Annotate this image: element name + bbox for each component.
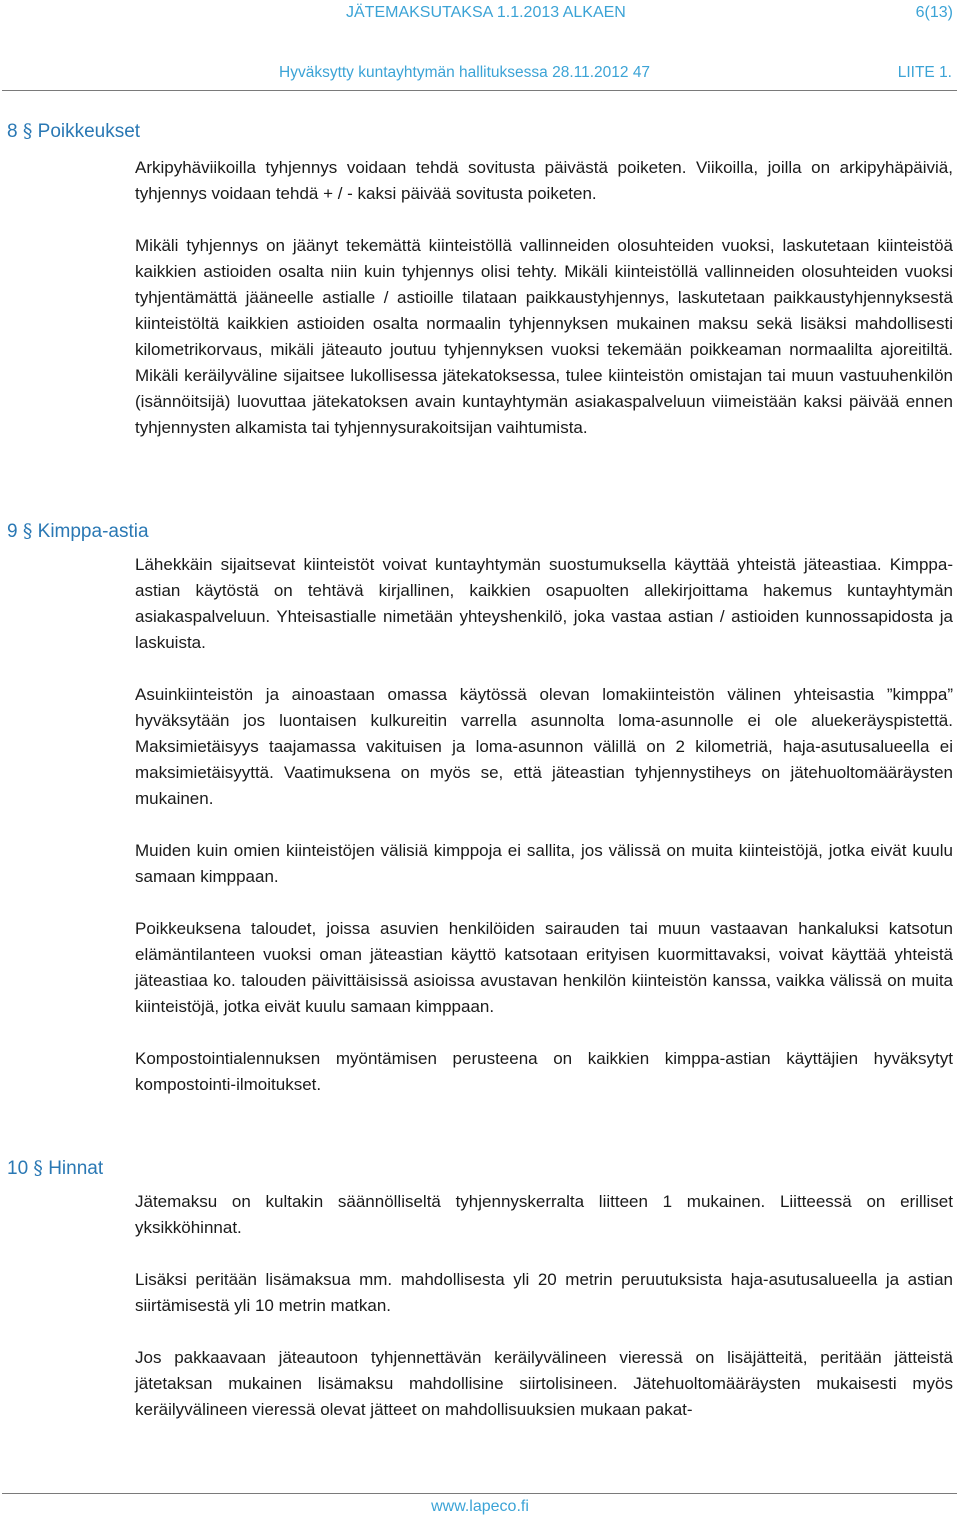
paragraph: Mikäli tyhjennys on jäänyt tekemättä kiinteistöllä vallinneiden olosuhteiden vuoksi, laskutetaan kiinteistöä kaikkien astioiden osalta niin kuin tyhjennys olisi tehty. Mikäli kiinteistöllä vallinneiden olosuhteiden vuoksi tyhjentämättä jääneelle astialle / astioille tilataan paikkaustyhjennys, laskutetaan paikkaustyhjennyksestä kiinteistöltä kaikkien astioiden osalta normaalin tyhjennyksen mukainen maksu sekä lisäksi mahdollisesti kilometrikorvaus, mikäli jäteauto joutuu tyhjennyksen vuoksi tekemään poikkeaman normaalilta ajoreitiltä. Mikäli keräilyväline sijaitsee lukollisessa jätekatoksessa, tulee kiinteistön omistajan tai muun vastuuhenkilön (isännöitsijä) luovuttaa jätekatoksen avain kuntayhtymän asiakaspalveluun viimeistään kaksi päivää ennen tyhjennysten alkamista tai tyhjennysurakoitsijan vaihtumista. bbox=[135, 236, 953, 437]
paragraph: Lähekkäin sijaitsevat kiinteistöt voivat kuntayhtymän suostumuksella käyttää yhteistä jäteastiaa. Kimppa-astian käytöstä on tehtävä kirjallinen, kaikkien osapuolten allekirjoittama hakemus kuntayhtymän asiakaspalveluun. Yhteisastialle nimetään yhteyshenkilö, joka vastaa astian / astioiden kunnossapidosta ja laskuista. bbox=[135, 555, 953, 652]
paragraph: Poikkeuksena taloudet, joissa asuvien henkilöiden sairauden tai muun vastaavan hankaluksi katsotun elämäntilanteen vuoksi oman jäteastian käyttö katsotaan erityisen kuormittavaksi, voivat käyttää yhteistä jäteastiaa ko. talouden päivittäisissä asioissa avustavan henkilön kiinteistön kanssa, vaikka välissä on muita kiinteistöjä, jotka eivät kuulu samaan kimppaan. bbox=[135, 919, 953, 1016]
section-number: 10 bbox=[7, 1158, 29, 1179]
approval-note: Hyväksytty kuntayhtymän hallituksessa 28.11.2012 47 bbox=[279, 64, 651, 81]
paragraph: Arkipyhäviikoilla tyhjennys voidaan tehdä sovitusta päivästä poiketen. Viikoilla, joilla on arkipyhäpäiviä, tyhjennys voidaan tehdä + / - kaksi päivää sovitusta poiketen. bbox=[135, 158, 953, 203]
section-heading-10 bbox=[7, 1157, 103, 1180]
section-title: Poikkeukset bbox=[37, 121, 141, 142]
section-body-8 bbox=[135, 155, 953, 441]
paragraph: Asuinkiinteistön ja ainoastaan omassa käytössä olevan lomakiinteistön välinen yhteisastia ”kimppa” hyväksytään jos luontaisen kulkureitin varrella asunnolta loma-asunnolle ei ole aluekeräyspistettä. Maksimietäisyys taajamassa vakituisen ja loma-asunnon välillä on 2 kilometriä, haja-asutusalueella ei maksimietäisyyttä. Vaatimuksena on myös se, että jäteastian tyhjennystiheys on jätehuoltomääräysten mukainen. bbox=[135, 685, 953, 808]
page-subheader bbox=[0, 64, 960, 86]
paragraph: Jätemaksu on kultakin säännölliseltä tyhjennyskerralta liitteen 1 mukainen. Liitteessä on erilliset yksikköhinnat. bbox=[135, 1192, 953, 1237]
section-symbol: § bbox=[22, 520, 33, 542]
section-symbol: § bbox=[33, 1157, 43, 1179]
section-heading-9 bbox=[7, 520, 149, 543]
paragraph: Lisäksi peritään lisämaksua mm. mahdollisesta yli 20 metrin peruutuksista haja-asutusalueella ja astian siirtämisestä yli 10 metrin matkan. bbox=[135, 1270, 953, 1315]
attachment-label: LIITE 1. bbox=[897, 64, 952, 81]
section-number: 8 bbox=[7, 121, 18, 142]
document-title: JÄTEMAKSUTAKSA 1.1.2013 ALKAEN bbox=[346, 4, 626, 21]
section-body-9 bbox=[135, 552, 953, 1098]
paragraph: Muiden kuin omien kiinteistöjen välisiä kimppoja ei sallita, jos välissä on muita kiinteistöjä, jotka eivät kuulu samaan kimppaan. bbox=[135, 841, 953, 886]
paragraph: Kompostointialennuksen myöntämisen perusteena on kaikkien kimppa-astian käyttäjien hyväksytyt kompostointi-ilmoitukset. bbox=[135, 1049, 953, 1094]
section-title: Hinnat bbox=[48, 1158, 104, 1179]
section-symbol: § bbox=[22, 120, 33, 142]
page-number: 6(13) bbox=[915, 4, 953, 21]
footer-link[interactable]: www.lapeco.fi bbox=[431, 1498, 529, 1515]
header-divider bbox=[2, 90, 957, 91]
paragraph: Jos pakkaavaan jäteautoon tyhjennettävän keräilyvälineen vieressä on lisäjätteitä, peritään jätteistä jätetaksan mukainen lisämaksu mahdollisine siirtolisineen. Jätehuoltomääräysten mukaisesti myös keräilyvälineen vieressä olevat jätteet on mahdollisuuksien mukaan pakat- bbox=[135, 1348, 953, 1419]
section-number: 9 bbox=[7, 521, 18, 542]
section-title: Kimppa-astia bbox=[37, 521, 149, 542]
footer-divider bbox=[2, 1493, 957, 1494]
section-body-10 bbox=[135, 1189, 953, 1423]
section-heading-8 bbox=[7, 120, 140, 143]
page-header bbox=[0, 4, 960, 26]
